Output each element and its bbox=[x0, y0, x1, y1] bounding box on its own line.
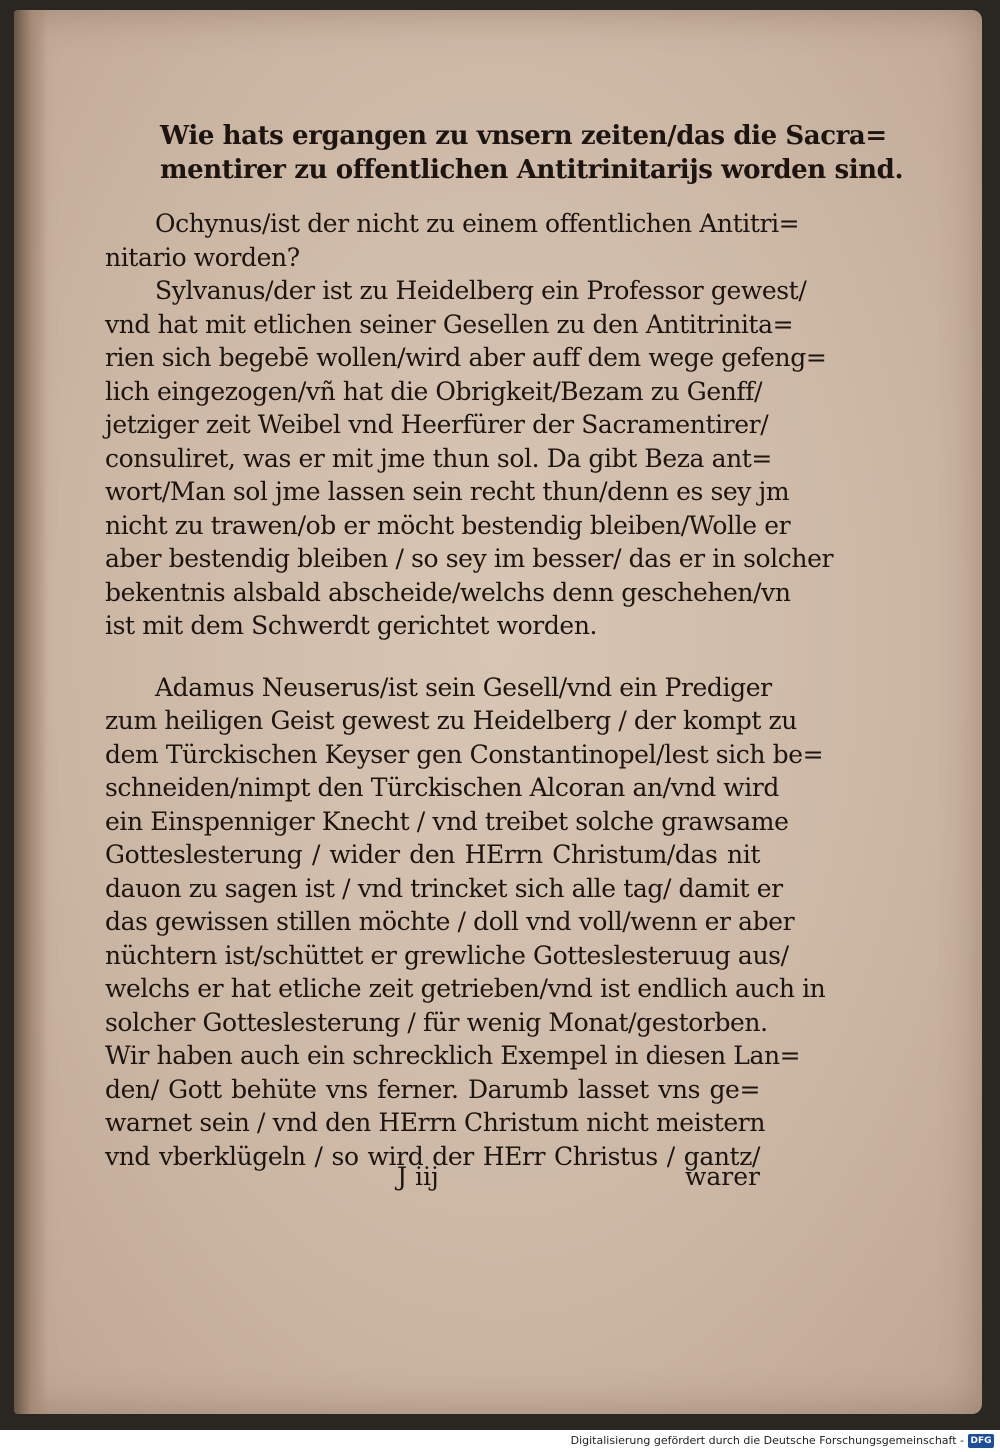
heading-line: mentirer zu offentlichen Antitrinitarijs worden sind. bbox=[160, 154, 904, 185]
text-line: consuliret, was er mit jme thun sol. Da gibt Beza ant= bbox=[105, 443, 772, 473]
text-line: welchs er hat etliche zeit getrieben/vnd ist endlich auch in bbox=[105, 974, 826, 1003]
heading-line: Wie hats ergangen zu vnsern zeiten/das die Sacra= bbox=[160, 121, 887, 151]
text-line: warnet sein / vnd den HErrn Christum nicht meistern bbox=[105, 1108, 766, 1137]
digitization-credit: Digitalisierung gefördert durch die Deutsche Forschungsgemeinschaft - bbox=[570, 1434, 964, 1447]
text-line: Wir haben auch ein schrecklich Exempel in diesen Lan= bbox=[105, 1041, 801, 1070]
text-line: nitario worden? bbox=[105, 242, 300, 272]
text-line: schneiden/nimpt den Türckischen Alcoran an/vnd wird bbox=[105, 773, 779, 802]
text-line: jetziger zeit Weibel vnd Heerfürer der Sacramentirer/ bbox=[105, 410, 769, 439]
text-line: ein Einspenniger Knecht / vnd treibet solche grawsame bbox=[105, 806, 789, 836]
text-line: den/ Gott behüte vns ferner. Darumb lasset vns ge= bbox=[105, 1074, 760, 1104]
text-line: dem Türckischen Keyser gen Constantinopel/lest sich be= bbox=[105, 739, 824, 769]
paragraph-sylvanus bbox=[105, 274, 834, 643]
section-heading bbox=[160, 120, 904, 187]
text-line: das gewissen stillen möchte / doll vnd voll/wenn er aber bbox=[105, 907, 795, 936]
text-line: vnd hat mit etlichen seiner Gesellen zu den Antitrinita= bbox=[105, 309, 794, 339]
text-line: Adamus Neuserus/ist sein Gesell/vnd ein Prediger bbox=[155, 672, 772, 702]
page-text bbox=[105, 120, 904, 1173]
text-line: Ochynus/ist der nicht zu einem offentlichen Antitri= bbox=[155, 209, 800, 238]
text-line: zum heiligen Geist gewest zu Heidelberg / der kompt zu bbox=[105, 706, 797, 735]
text-line: bekentnis alsbald abscheide/welchs denn geschehen/vn bbox=[105, 577, 791, 607]
paragraph-neuserus bbox=[105, 671, 826, 1174]
dfg-logo-icon: DFG bbox=[968, 1434, 994, 1448]
text-line: rien sich begebē wollen/wird aber auff dem wege gefeng= bbox=[105, 343, 827, 372]
page-gutter bbox=[14, 10, 48, 1414]
text-line: solcher Gotteslesterung / für wenig Monat/gestorben. bbox=[105, 1007, 768, 1037]
text-line: Gotteslesterung / wider den HErrn Christum/das nit bbox=[105, 840, 760, 869]
text-line: vnd vberklügeln / so wird der HErr Christus / gantz/ bbox=[105, 1141, 760, 1171]
text-line: nicht zu trawen/ob er möcht bestendig bleiben/Wolle er bbox=[105, 510, 791, 540]
text-line: dauon zu sagen ist / vnd trincket sich alle tag/ damit er bbox=[105, 873, 783, 903]
text-line: wort/Man sol jme lassen sein recht thun/denn es sey jm bbox=[105, 477, 790, 506]
text-line: Sylvanus/der ist zu Heidelberg ein Professor gewest/ bbox=[155, 276, 807, 305]
signature-mark: J iij bbox=[397, 1162, 439, 1191]
text-line: aber bestendig bleiben / so sey im besser/ das er in solcher bbox=[105, 544, 834, 573]
paragraph-ochynus bbox=[105, 207, 800, 274]
catchword: warer bbox=[685, 1162, 760, 1191]
text-line: nüchtern ist/schüttet er grewliche Gotteslesteruug aus/ bbox=[105, 940, 789, 970]
text-line: lich eingezogen/vñ hat die Obrigkeit/Bezam zu Genff/ bbox=[105, 376, 763, 406]
text-line: ist mit dem Schwerdt gerichtet worden. bbox=[105, 611, 598, 640]
